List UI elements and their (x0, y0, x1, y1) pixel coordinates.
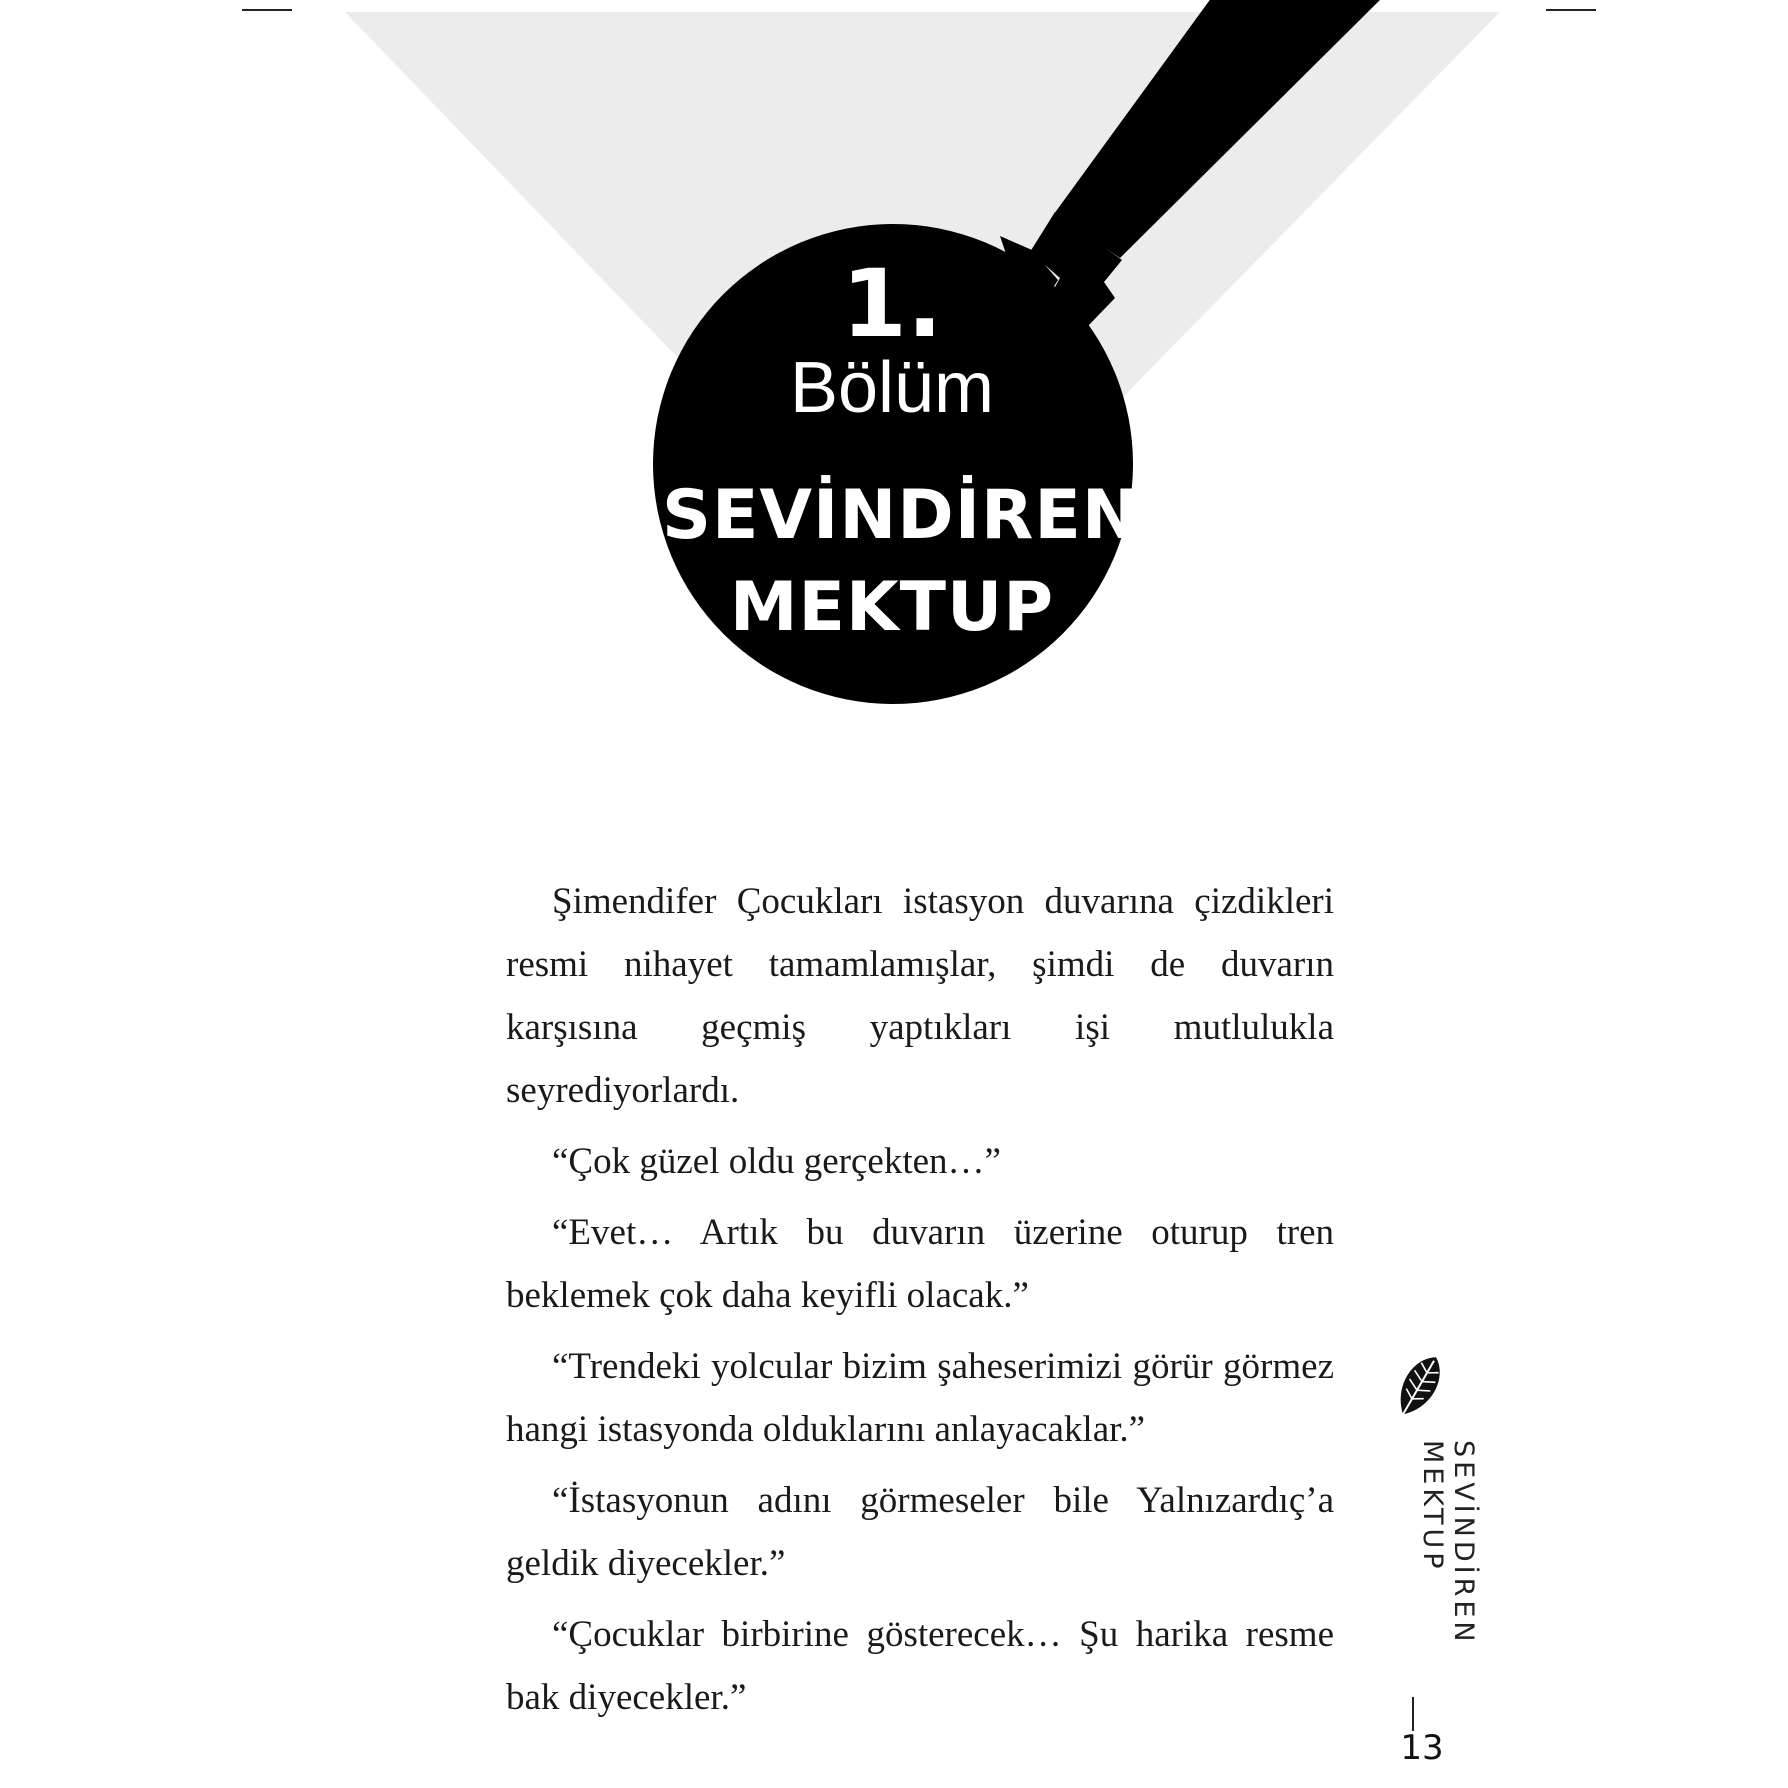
paragraph: “Çok güzel oldu gerçekten…” (552, 1141, 1001, 1182)
chapter-number: 1. (841, 250, 943, 359)
chapter-title-line2: MEKTUP (729, 568, 1055, 647)
leaf-icon (1388, 1349, 1449, 1424)
body-text (506, 870, 1334, 1737)
paragraph: “İstasyonun adını görmeseler bile Yalnızardıç’a geldik diyecekler.” (506, 1480, 1334, 1584)
page-number-divider (1412, 1697, 1414, 1731)
crop-mark-left (242, 9, 292, 11)
page-number: 13 (1400, 1728, 1444, 1768)
paragraph: “Trendeki yolcular bizim şaheserimizi görür görmez hangi istasyonda olduklarını anlayacaklar.” (506, 1346, 1334, 1450)
chapter-title (662, 470, 1140, 654)
crop-mark-right (1546, 9, 1596, 11)
paragraph: “Çocuklar birbirine gösterecek… Şu harika resme bak diyecekler.” (506, 1614, 1334, 1718)
chapter-title-line1: SEVİNDİREN (662, 476, 1140, 555)
running-head: SEVİNDİREN MEKTUP (1417, 1440, 1479, 1646)
paragraph: Şimendifer Çocukları istasyon duvarına çizdikleri resmi nihayet tamamlamışlar, şimdi de duvarın karşısına geçmiş yaptıkları işi mutlulukla seyrediyorlardı. (506, 881, 1334, 1111)
paragraph: “Evet… Artık bu duvarın üzerine oturup tren beklemek çok daha keyifli olacak.” (506, 1212, 1334, 1316)
chapter-label: Bölüm (789, 348, 995, 428)
